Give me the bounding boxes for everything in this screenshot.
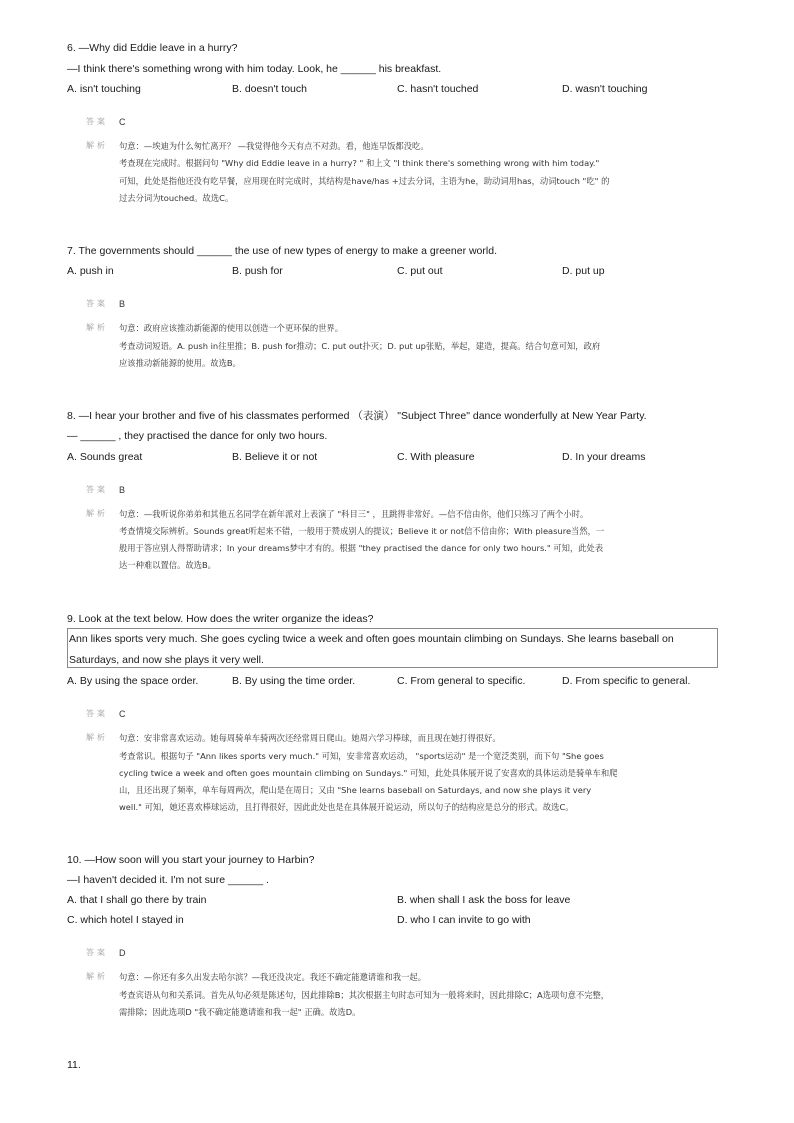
question-stem: 8. —I hear your brother and five of his classmates performed （表演） "Subject Three" dance wonderfully at New Year Party. [67,410,647,422]
option-c: C. hasn't touched [397,83,479,95]
reading-text-line: Ann likes sports very much. She goes cycling twice a week and often goes mountain climbing on Sundays. She learns baseball on [69,633,674,645]
next-question-number: 11. [67,1059,81,1071]
explanation-line: 句意：—我听说你弟弟和其他五名同学在新年派对上表演了 "科目三" ，且跳得非常好。—信不信由你，他们只练习了两个小时。 [119,509,589,519]
question-stem: 7. The governments should ______ the use of new types of energy to make a greener world. [67,245,497,257]
option-d: D. put up [562,265,605,277]
question-stem: 9. Look at the text below. How does the writer organize the ideas? [67,613,374,625]
reading-text-box [67,628,718,668]
option-b: B. doesn't touch [232,83,307,95]
explanation-line: 句意：政府应该推动新能源的使用以创造一个更环保的世界。 [119,323,344,333]
explanation-line: 考查常识。根据句子 "Ann likes sports very much." 可知，安非常喜欢运动， "sports运动" 是一个宽泛类别，而下句 "She goes [119,751,604,761]
option-c: C. put out [397,265,443,277]
option-d: D. wasn't touching [562,83,648,95]
question-stem: 10. —How soon will you start your journey to Harbin? [67,854,315,866]
explanation-line: 考查动词短语。A. push in往里推；B. push for推动；C. put out扑灭；D. put up张贴，举起，建造，提高。结合句意可知，政府 [119,341,601,351]
reading-text-line: Saturdays, and now she plays it very well. [69,654,264,666]
explanation-label: 解析 [86,972,108,981]
explanation-label: 解析 [86,733,108,742]
option-a: A. that I shall go there by train [67,894,207,906]
question-stem: 6. —Why did Eddie leave in a hurry? [67,42,238,54]
explanation-line: 句意：—你还有多久出发去哈尔滨？—我还没决定。我还不确定能邀请谁和我一起。 [119,972,426,982]
option-b: B. when shall I ask the boss for leave [397,894,571,906]
answer-value: C [119,709,126,719]
question-stem: — ______ , they practised the dance for only two hours. [67,430,328,442]
explanation-line: 句意：安非常喜欢运动。她每周骑单车骑两次还经常周日爬山。她周六学习棒球，而且现在她打得很好。 [119,733,501,743]
option-b: B. push for [232,265,283,277]
answer-value: B [119,485,126,495]
explanation-line: well." 可知，她还喜欢棒球运动，且打得很好，因此此处也是在具体展开说运动，所以句子的结构应是总分的形式。故选C。 [119,802,574,812]
option-a: A. isn't touching [67,83,141,95]
option-c: C. With pleasure [397,451,475,463]
explanation-line: 句意：—埃迪为什么匆忙离开？ —我觉得他今天有点不对劲。看，他连早饭都没吃。 [119,141,429,151]
answer-value: C [119,117,126,127]
explanation-line: 可知，此处是指他还没有吃早餐，应用现在时完成时，其结构是have/has +过去分词，主语为he，助动词用has，动词touch "吃" 的 [119,176,610,186]
option-d: D. From specific to general. [562,675,691,687]
explanation-line: 考查情境交际辨析。Sounds great听起来不错，一般用于赞成别人的提议；Believe it or not信不信由你；With pleasure当然，一 [119,526,605,536]
explanation-line: 过去分词为touched。故选C。 [119,193,234,203]
answer-label: 答案 [86,299,108,308]
explanation-line: 考查宾语从句和关系词。首先从句必须是陈述句，因此排除B；其次根据主句时态可知为一般将来时，因此排除C；A选项句意不完整， [119,990,610,1000]
explanation-label: 解析 [86,323,108,332]
answer-value: D [119,948,126,958]
answer-label: 答案 [86,709,108,718]
explanation-line: 山，且还出现了频率，单车每周两次，爬山是在周日；又由 "She learns baseball on Saturdays, and now she plays it very [119,785,592,795]
option-b: B. By using the time order. [232,675,356,687]
answer-label: 答案 [86,485,108,494]
explanation-line: 达一种难以置信。故选B。 [119,560,216,570]
explanation-label: 解析 [86,509,108,518]
answer-label: 答案 [86,117,108,126]
explanation-line: cycling twice a week and often goes mountain climbing on Sundays." 可知，此处具体展开说了安喜欢的具体运动是骑单车和爬 [119,768,618,778]
option-a: A. push in [67,265,114,277]
option-d: D. In your dreams [562,451,646,463]
option-d: D. who I can invite to go with [397,914,531,926]
option-a: A. Sounds great [67,451,143,463]
option-c: C. which hotel I stayed in [67,914,184,926]
explanation-line: 考查现在完成时。根据问句 "Why did Eddie leave in a hurry? " 和上文 "I think there's something wrong with him today." [119,158,600,168]
question-stem: —I haven't decided it. I'm not sure ______ . [67,874,269,886]
explanation-line: 般用于答应别人得帮助请求；In your dreams梦中才有的。根据 "they practised the dance for only two hours." 可知，此处表 [119,543,604,553]
explanation-label: 解析 [86,141,108,150]
option-a: A. By using the space order. [67,675,199,687]
answer-label: 答案 [86,948,108,957]
answer-value: B [119,299,126,309]
explanation-line: 应该推动新能源的使用。故选B。 [119,358,241,368]
explanation-line: 需排除；因此选项D "我不确定能邀请谁和我一起" 正确。故选D。 [119,1007,361,1017]
option-b: B. Believe it or not [232,451,318,463]
question-stem: —I think there's something wrong with him today. Look, he ______ his breakfast. [67,63,442,75]
option-c: C. From general to specific. [397,675,526,687]
